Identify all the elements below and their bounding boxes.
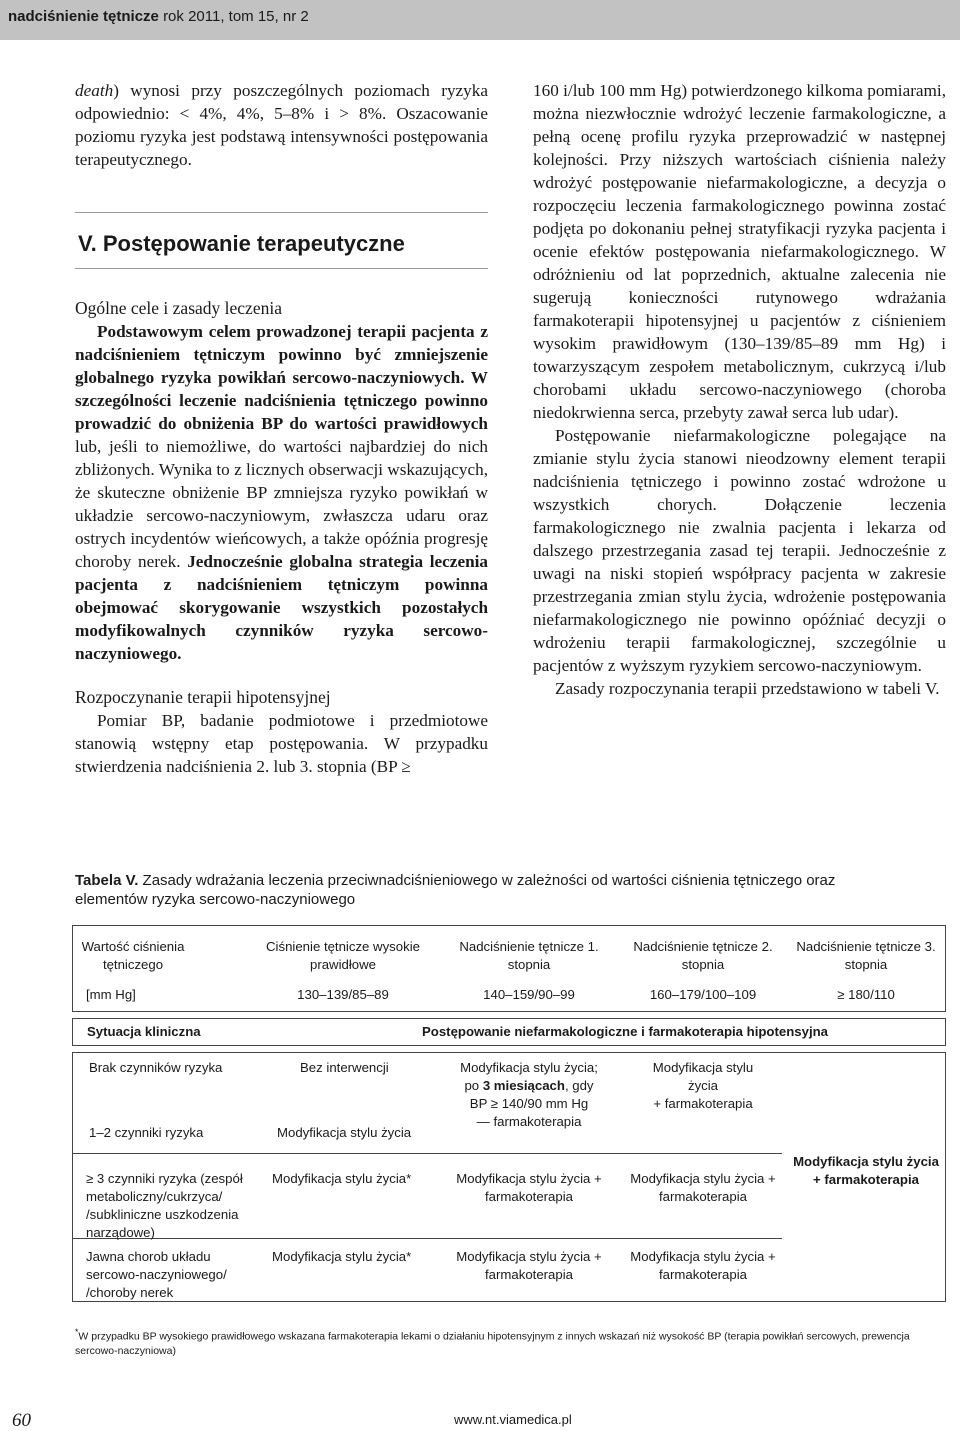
journal-name: nadciśnienie tętnicze	[8, 8, 159, 25]
running-header	[8, 8, 309, 25]
row-3-risk-high-normal: Modyfikacja stylu życia*	[272, 1171, 412, 1186]
row-no-risk-high-normal: Bez interwencji	[300, 1060, 389, 1075]
merged-grade-3-cell	[791, 1153, 941, 1189]
table-label: Tabela V.	[75, 872, 139, 889]
merged-g1-line2	[455, 1077, 603, 1095]
merged-g1-pre: po	[464, 1078, 483, 1093]
p2-bold-2: W szczególności leczenie nadciśnienia tętniczego powinno prowadzić do obniżenia BP do wartości prawidłowych	[75, 368, 488, 433]
header-bp-value: Wartość ciśnienia tętniczego	[81, 939, 185, 972]
journal-url[interactable]: www.nt.viamedica.pl	[454, 1412, 572, 1427]
table-footnote	[75, 1325, 945, 1358]
right-column	[533, 79, 946, 700]
row-cvd-label: Jawna chorob układu sercowo-naczyniowego/ /choroby nerek	[86, 1249, 227, 1300]
section-rule-top	[75, 212, 488, 213]
range-grade-2: 160–179/100–109	[649, 987, 757, 1002]
italic-death: death	[75, 81, 114, 100]
right-paragraph-1: 160 i/lub 100 mm Hg) potwierdzonego kilkoma pomiarami, można niezwłocznie wdrożyć leczenie farmakologiczne, a pełną ocenę profilu ryzyka przeprowadzić w następnej kolejności. Przy niższych wartościach ciśnienia należy wdrożyć postępowanie niefarmakologiczne, a decyzja o rozpoczęciu leczenia farmakologicznego powinna zostać podjęta po dokonaniu pełnej stratyfikacji ryzyka pacjenta i ocenie efektów postępowania niefarmakologicznego. W odróżnieniu od lat poprzednich, aktualne zalecenia nie sugerują konieczności rutynowego wdrażania farmakoterapii hipotensyjnej u pacjentów z ciśnieniem wysokim prawidłowym (130–139/85–89 mm Hg) i towarzyszącym zespołem metabolicznym, cukrzycą i/lub chorobami układu sercowo-naczyniowego (choroba niedokrwienna serca, przebyty zawał serca lub udar).	[533, 81, 946, 422]
range-high-normal: 130–139/85–89	[297, 987, 389, 1002]
row-1-2-risk-label: 1–2 czynniki ryzyka	[89, 1125, 204, 1140]
merged-g1-line3: BP ≥ 140/90 mm Hg	[469, 1096, 589, 1111]
table-caption	[75, 871, 905, 909]
range-grade-3: ≥ 180/110	[837, 987, 895, 1002]
header-grade-1: Nadciśnienie tętnicze 1. stopnia	[459, 939, 599, 972]
p2-plain: lub, jeśli to niemożliwe, do wartości najbardziej do nich zbliżonych. Wynika to z licznych obserwacji wskazujących, że skuteczne obniżenie BP zmniejsza ryzyko powikłań w układzie sercowo-naczyniowym, zwłaszcza udaru oraz ostrych incydentów wieńcowych, a także opóźnia progresję choroby nerek.	[75, 437, 488, 571]
left-paragraph-3: Pomiar BP, badanie podmiotowe i przedmiotowe stanowią wstępny etap postępowania. W przypadku stwierdzenia nadciśnienia 2. lub 3. stopnia (BP ≥	[75, 711, 488, 776]
merged-g1-line1: Modyfikacja stylu życia;	[460, 1060, 598, 1075]
p2-bold-1: Podstawowym celem prowadzonej terapii pacjenta z nadciśnieniem tętniczym powinno być zmniejszenie globalnego ryzyka powikłań sercowo-naczyniowych.	[75, 322, 488, 387]
footnote-text: W przypadku BP wysokiego prawidłowego wskazana farmakoterapia lekami o działaniu hipotensyjnym z innych wskazań niż wysokość BP (terapia powikłań sercowych, prewencja sercowo-naczyniowa)	[75, 1330, 910, 1357]
row-3-risk-grade-1: Modyfikacja stylu życia + farmakoterapia	[456, 1171, 602, 1204]
management-header-text: Postępowanie niefarmakologiczne i farmakoterapia hipotensyjna	[422, 1024, 828, 1039]
management-header	[400, 1023, 850, 1041]
left-column-top	[75, 79, 488, 171]
row-1-2-risk-high-normal: Modyfikacja stylu życia	[277, 1125, 412, 1140]
table-caption-text: Zasady wdrażania leczenia przeciwnadciśnieniowego w zależności od wartości ciśnienia tętniczego oraz elementów ryzyka sercowo-naczyniowego	[75, 872, 836, 908]
subheading-general: Ogólne cele i zasady leczenia	[75, 298, 282, 318]
left-column-main	[75, 297, 488, 778]
range-grade-1: 140–159/90–99	[483, 987, 575, 1002]
situation-label	[87, 1023, 201, 1041]
row-3-risk-grade-2: Modyfikacja stylu życia + farmakoterapia	[630, 1171, 776, 1204]
merged-g1-bold: 3 miesiącach	[482, 1078, 565, 1093]
merged-g2-line1: Modyfikacja stylu	[652, 1060, 754, 1075]
header-high-normal: Ciśnienie tętnicze wysokie prawidłowe	[266, 939, 420, 972]
row-no-risk-label: Brak czynników ryzyka	[89, 1060, 223, 1075]
p1-text: ) wynosi przy poszczególnych poziomach ryzyka odpowiednio: < 4%, 4%, 5–8% i > 8%. Oszacowanie poziomu ryzyka jest podstawą intensywności postępowania terapeutycznego.	[75, 81, 488, 169]
merged-grade-2-cell	[628, 1059, 778, 1113]
right-paragraph-3: Zasady rozpoczynania terapii przedstawiono w tabeli V.	[555, 679, 940, 698]
section-title: V. Postępowanie terapeutyczne	[78, 231, 405, 256]
header-grade-2: Nadciśnienie tętnicze 2. stopnia	[633, 939, 773, 972]
page-number: 60	[12, 1410, 31, 1431]
body-divider-1	[72, 1153, 782, 1154]
merged-g1-post: , gdy	[564, 1078, 594, 1093]
left-paragraph-2	[75, 320, 488, 665]
issue-info: rok 2011, tom 15, nr 2	[163, 8, 309, 25]
row-cvd-high-normal: Modyfikacja stylu życia*	[272, 1249, 412, 1264]
unit-mmhg: [mm Hg]	[86, 987, 136, 1002]
row-cvd-grade-1: Modyfikacja stylu życia + farmakoterapia	[456, 1249, 602, 1282]
section-rule-bottom	[75, 268, 488, 269]
merged-g1-line4: — farmakoterapia	[476, 1114, 582, 1129]
p2-bold-3: Jednocześnie globalna strategia leczenia pacjenta z nadciśnieniem tętniczym powinna obejmować skorygowanie wszystkich pozostałych modyfikowalnych czynników ryzyka sercowo-naczyniowego.	[75, 552, 488, 663]
row-cvd-grade-2: Modyfikacja stylu życia + farmakoterapia	[630, 1249, 776, 1282]
merged-g2-line2: życia	[687, 1078, 719, 1093]
subheading-start: Rozpoczynanie terapii hipotensyjnej	[75, 687, 331, 707]
right-paragraph-2: Postępowanie niefarmakologiczne polegające na zmianie stylu życia stanowi nieodzowny element terapii nadciśnienia tętniczego i powinno zostać wdrożone u wszystkich chorych. Dołączenie leczenia farmakologicznego nie zwalnia pacjenta i lekarza od dalszego przestrzegania zasad tej terapii. Jednocześnie z uwagi na niski stopień współpracy pacjenta w zakresie przestrzegania zmian stylu życia, wdrożenie postępowania niefarmakologicznego nie powinno opóźniać decyzji o wdrożeniu terapii farmakologicznej, szczególnie u pacjentów z wyższym ryzykiem sercowo-naczyniowym.	[533, 426, 946, 675]
merged-g3-text: Modyfikacja stylu życia + farmakoterapia	[793, 1154, 939, 1187]
row-3-risk-label: ≥ 3 czynniki ryzyka (zespół metaboliczny/cukrzyca/ /subkliniczne uszkodzenia narządowe)	[86, 1171, 243, 1240]
left-paragraph-1	[75, 79, 488, 171]
header-grade-3: Nadciśnienie tętnicze 3. stopnia	[796, 939, 936, 972]
footnote-mark: *	[75, 1327, 79, 1337]
situation-label-text: Sytuacja kliniczna	[87, 1024, 201, 1039]
merged-grade-1-cell	[455, 1059, 603, 1131]
merged-g2-line3: + farmakoterapia	[653, 1096, 753, 1111]
